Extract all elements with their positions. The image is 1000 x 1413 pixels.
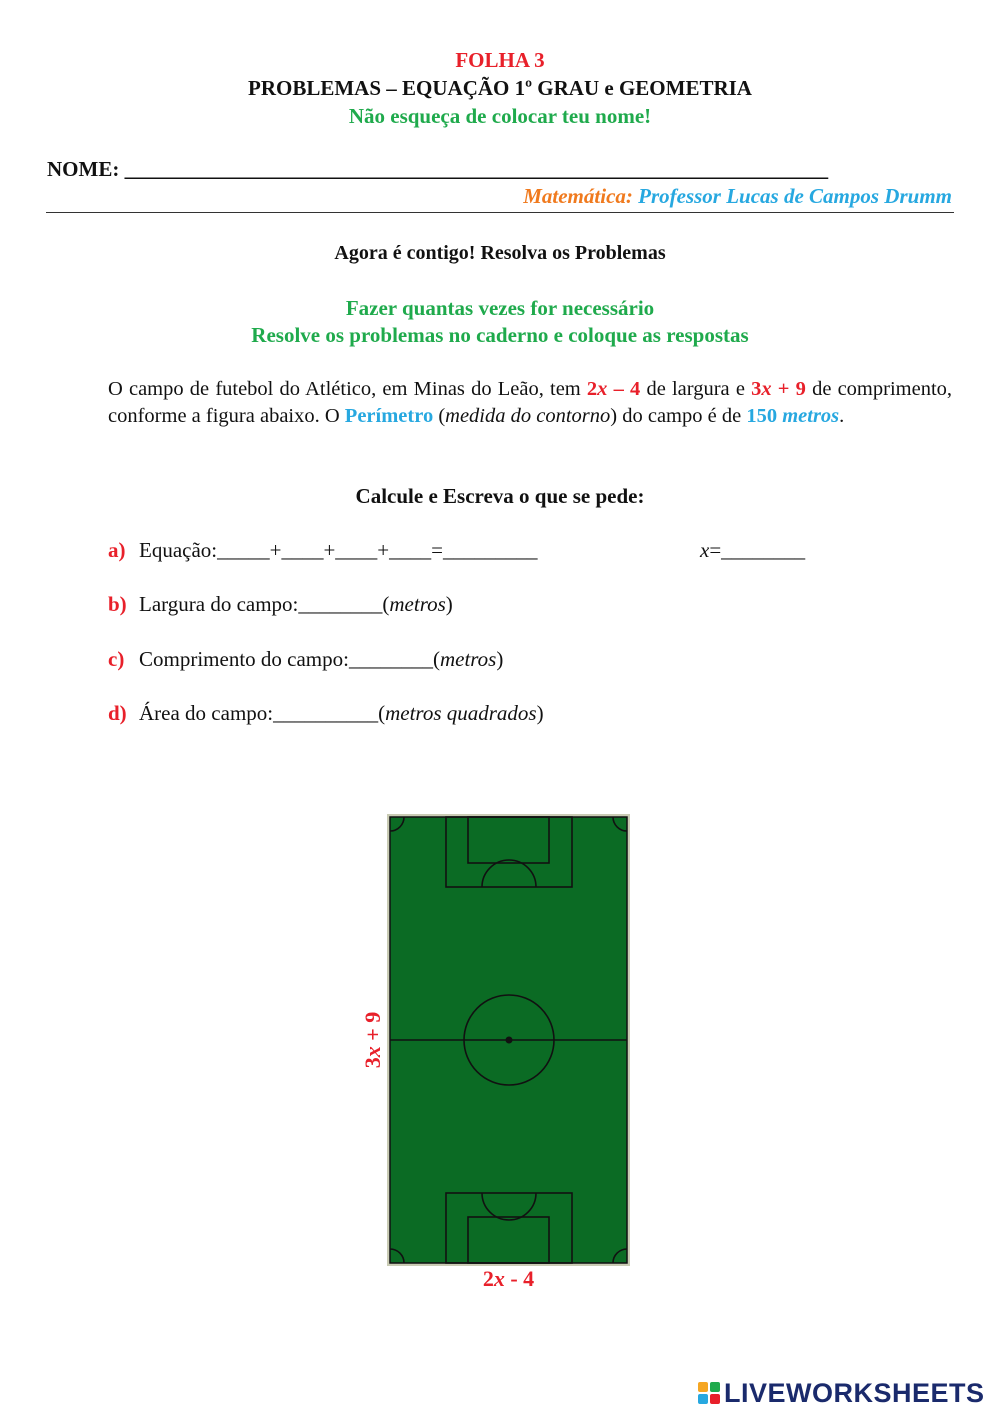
width-blank[interactable]: Largura do campo:________(	[139, 592, 390, 616]
x-answer[interactable]	[700, 538, 805, 563]
perimeter-definition: medida do contorno	[445, 404, 611, 427]
name-blank[interactable]: ___________________________________________________________________	[124, 157, 829, 181]
perimeter-value: 150	[746, 404, 778, 427]
teacher-name: Professor Lucas de Campos Drumm	[638, 184, 952, 208]
field-width-label: 2x - 4	[482, 1266, 535, 1291]
item-length[interactable]: c) Comprimento do campo:________(metros)	[108, 647, 504, 671]
subject-label: Matemática:	[523, 184, 633, 208]
unit-label: metros	[439, 647, 497, 671]
item-equation[interactable]	[108, 538, 538, 563]
unit-label: metros	[389, 592, 446, 616]
logo-icon	[698, 1382, 720, 1404]
x-blank[interactable]: =________	[709, 538, 806, 562]
center-spot	[506, 1037, 513, 1044]
name-label: NOME:	[47, 157, 120, 181]
name-field[interactable]	[47, 157, 828, 182]
x-variable: x	[700, 538, 710, 562]
area-blank[interactable]: Área do campo:__________(	[139, 701, 386, 725]
field-length-label: 3x + 9	[360, 1011, 385, 1069]
item-label: c)	[108, 647, 125, 671]
length-expression: 3x + 9	[751, 378, 806, 400]
sheet-number: FOLHA 3	[455, 48, 545, 72]
problem-statement: O campo de futebol do Atlético, em Minas do Leão, tem 2x – 4 de largura e 3x + 9 de comprimento, conforme a figura abaixo. O Perímetro (medida do contorno) do campo é de 150 metros.	[108, 378, 953, 427]
item-label: b)	[108, 592, 127, 616]
liveworksheets-logo: LIVEWORKSHEETS	[698, 1378, 985, 1409]
intro-heading: Agora é contigo! Resolva os Problemas	[334, 242, 666, 264]
item-label: a)	[108, 538, 126, 562]
equation-blanks[interactable]: Equação:_____+____+____+____=_________	[139, 538, 538, 562]
item-area[interactable]: d) Área do campo:__________(metros quadrados)	[108, 701, 544, 725]
length-blank[interactable]: Comprimento do campo:________(	[139, 647, 440, 671]
task-heading: Calcule e Escreva o que se pede:	[355, 484, 645, 508]
item-width[interactable]: b) Largura do campo:________(metros)	[108, 592, 453, 616]
name-reminder: Não esqueça de colocar teu nome!	[348, 104, 652, 128]
perimeter-word: Perímetro	[344, 404, 434, 427]
unit-label: metros quadrados	[385, 701, 537, 725]
page-title: PROBLEMAS – EQUAÇÃO 1º GRAU e GEOMETRIA	[248, 76, 752, 100]
perimeter-unit: metros	[782, 404, 840, 427]
instruction-notebook: Resolve os problemas no caderno e coloque as respostas	[251, 323, 749, 347]
width-expression: 2x – 4	[586, 378, 641, 400]
teacher-credit	[523, 184, 952, 209]
item-label: d)	[108, 701, 127, 725]
header-divider	[46, 212, 954, 213]
instruction-repeat: Fazer quantas vezes for necessário	[345, 296, 655, 320]
soccer-field	[387, 814, 630, 1266]
